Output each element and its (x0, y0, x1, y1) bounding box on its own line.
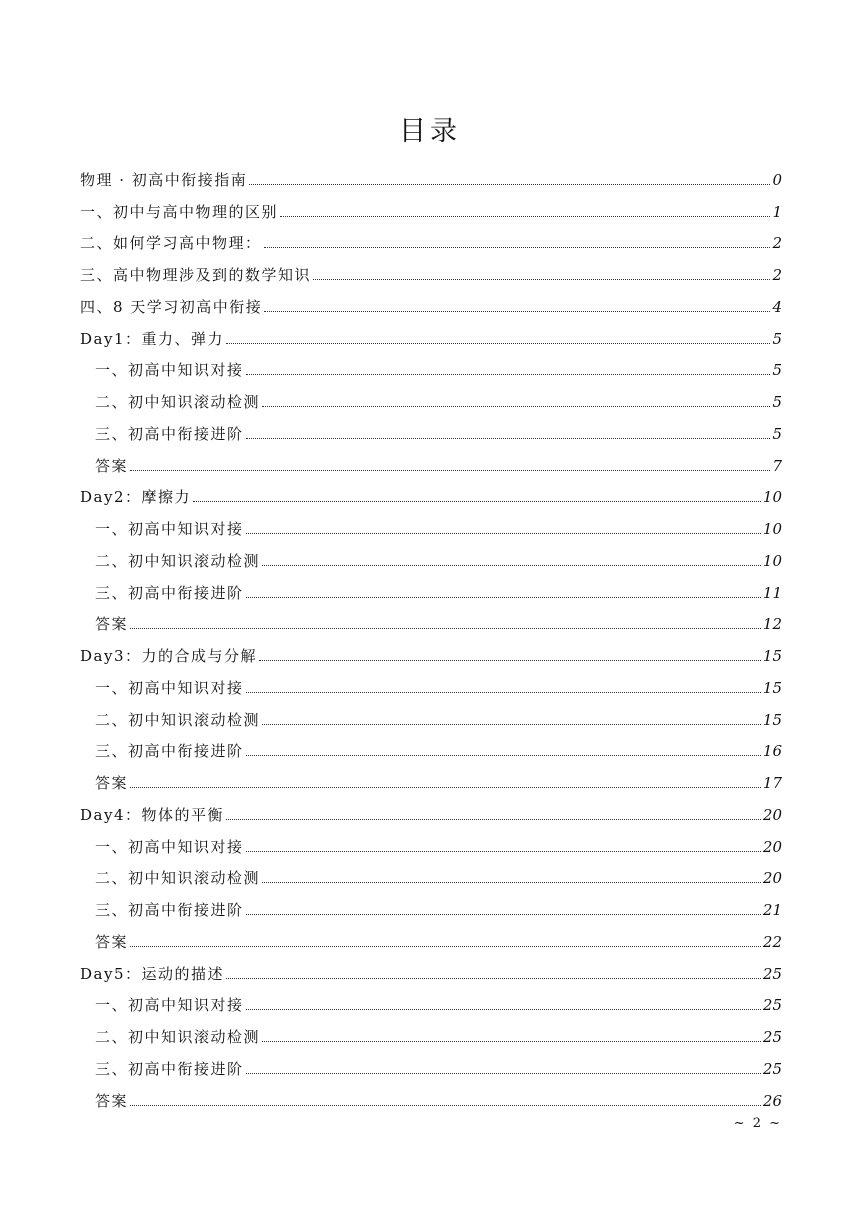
toc-entry[interactable] (80, 825, 782, 857)
page-number: ~ 2 ~ (733, 1116, 782, 1131)
toc-entry-label: Day5：运动的描述 (80, 964, 224, 983)
toc-entry-page: 5 (772, 361, 782, 380)
toc-leader-dots (262, 565, 761, 566)
toc-entry-label: 三、初高中衔接进阶 (95, 901, 244, 919)
toc-leader-dots (246, 533, 761, 534)
toc-entry[interactable] (80, 1047, 782, 1079)
toc-entry-page: 4 (772, 297, 782, 316)
toc-entry-page: 1 (772, 202, 782, 221)
toc-entry-label: 二、如何学习高中物理： (80, 234, 262, 253)
toc-entry-label: 答案 (95, 774, 129, 792)
toc-entry-page: 22 (762, 932, 782, 951)
toc-entry-page: 12 (762, 615, 782, 634)
toc-entry-label: 三、初高中衔接进阶 (95, 1059, 244, 1078)
toc-leader-dots (130, 946, 761, 947)
toc-entry-label: 答案 (95, 932, 129, 951)
toc-entry-label: Day2：摩擦力 (80, 488, 191, 507)
toc-entry-page: 20 (762, 805, 782, 824)
toc-leader-dots (226, 343, 770, 344)
toc-leader-dots (246, 1073, 761, 1074)
toc-leader-dots (226, 819, 761, 820)
toc-entry-page: 20 (762, 869, 782, 888)
toc-entry[interactable] (80, 317, 782, 349)
toc-entry-page: 20 (762, 837, 782, 856)
toc-entry-page: 11 (762, 583, 782, 602)
toc-entry-page: 10 (762, 520, 782, 538)
toc-entry[interactable] (80, 444, 782, 476)
toc-entry-label: 一、初中与高中物理的区别 (80, 202, 279, 221)
toc-entry[interactable] (80, 253, 782, 285)
toc-entry[interactable] (80, 285, 782, 317)
toc-leader-dots (193, 501, 761, 502)
toc-entry[interactable] (80, 730, 782, 762)
toc-entry[interactable] (80, 634, 782, 666)
toc-entry-label: 三、初高中衔接进阶 (95, 424, 244, 443)
toc-leader-dots (226, 978, 761, 979)
toc-entry-label: 二、初中知识滚动检测 (95, 1028, 261, 1046)
table-of-contents (80, 158, 782, 1111)
toc-leader-dots (246, 914, 761, 915)
toc-entry[interactable] (80, 476, 782, 508)
toc-entry-label: 物理 · 初高中衔接指南 (80, 170, 248, 189)
toc-entry-page: 25 (762, 1059, 782, 1078)
toc-entry[interactable] (80, 984, 782, 1016)
toc-entry-label: 答案 (95, 1091, 129, 1110)
toc-leader-dots (262, 882, 761, 883)
toc-entry-label: 二、初中知识滚动检测 (95, 551, 261, 570)
toc-leader-dots (130, 1105, 761, 1106)
toc-leader-dots (246, 438, 771, 439)
toc-leader-dots (246, 597, 761, 598)
toc-entry[interactable] (80, 920, 782, 952)
toc-entry-page: 25 (762, 964, 782, 983)
toc-leader-dots (249, 184, 770, 185)
toc-entry-page: 2 (772, 234, 782, 253)
toc-entry[interactable] (80, 349, 782, 381)
toc-entry[interactable] (80, 158, 782, 190)
toc-entry-label: Day3：力的合成与分解 (80, 647, 257, 665)
toc-leader-dots (313, 279, 770, 280)
toc-entry-label: 一、初高中知识对接 (95, 996, 244, 1015)
toc-entry-page: 15 (762, 710, 782, 729)
toc-entry-page: 5 (772, 393, 782, 411)
toc-entry-label: 答案 (95, 615, 129, 634)
toc-entry[interactable] (80, 952, 782, 984)
toc-entry-page: 25 (762, 996, 782, 1015)
toc-entry[interactable] (80, 857, 782, 889)
toc-entry-label: 一、初高中知识对接 (95, 837, 244, 856)
toc-leader-dots (280, 216, 770, 217)
toc-entry-page: 7 (772, 456, 782, 475)
toc-leader-dots (246, 374, 771, 375)
toc-entry-label: 答案 (95, 456, 129, 475)
toc-entry-page: 0 (772, 170, 782, 189)
toc-entry-label: 一、初高中知识对接 (95, 520, 244, 538)
toc-entry-label: 二、初中知识滚动检测 (95, 710, 261, 729)
toc-entry[interactable] (80, 539, 782, 571)
toc-leader-dots (259, 660, 761, 661)
toc-entry[interactable] (80, 222, 782, 254)
toc-entry[interactable] (80, 1079, 782, 1111)
toc-entry-label: 三、初高中衔接进阶 (95, 742, 244, 761)
toc-entry[interactable] (80, 603, 782, 635)
toc-entry-label: 三、初高中衔接进阶 (95, 583, 244, 602)
toc-entry[interactable] (80, 698, 782, 730)
toc-leader-dots (262, 724, 761, 725)
toc-entry-label: 三、高中物理涉及到的数学知识 (80, 266, 312, 284)
toc-entry[interactable] (80, 666, 782, 698)
toc-entry-page: 10 (762, 488, 782, 507)
toc-entry[interactable] (80, 761, 782, 793)
toc-leader-dots (262, 406, 770, 407)
toc-entry-label: Day1：重力、弹力 (80, 329, 224, 348)
toc-leader-dots (246, 692, 761, 693)
toc-entry[interactable] (80, 507, 782, 539)
toc-entry-label: 二、初中知识滚动检测 (95, 393, 261, 411)
toc-leader-dots (130, 628, 761, 629)
toc-entry-page: 2 (772, 266, 782, 284)
toc-entry[interactable] (80, 571, 782, 603)
toc-leader-dots (264, 311, 770, 312)
toc-entry[interactable] (80, 1015, 782, 1047)
toc-leader-dots (246, 1009, 761, 1010)
toc-leader-dots (262, 1041, 761, 1042)
toc-entry-page: 5 (772, 329, 782, 348)
toc-entry-label: 二、初中知识滚动检测 (95, 869, 261, 888)
toc-entry-label: 一、初高中知识对接 (95, 678, 244, 697)
toc-entry-page: 15 (762, 647, 782, 665)
toc-entry-page: 17 (762, 774, 782, 792)
toc-leader-dots (130, 787, 761, 788)
toc-entry[interactable] (80, 888, 782, 920)
page-title: 目录 (399, 116, 461, 147)
toc-entry-page: 15 (762, 678, 782, 697)
toc-entry[interactable] (80, 793, 782, 825)
toc-entry-label: 一、初高中知识对接 (95, 361, 244, 380)
toc-entry-label: 四、8 天学习初高中衔接 (80, 297, 263, 316)
toc-leader-dots (246, 851, 761, 852)
toc-entry-page: 26 (762, 1091, 782, 1110)
toc-leader-dots (246, 755, 761, 756)
toc-entry-label: Day4：物体的平衡 (80, 805, 224, 824)
toc-leader-dots (130, 470, 770, 471)
toc-entry-page: 5 (772, 424, 782, 443)
toc-entry[interactable] (80, 412, 782, 444)
toc-leader-dots (264, 247, 771, 248)
toc-entry-page: 16 (762, 742, 782, 761)
toc-entry[interactable] (80, 190, 782, 222)
toc-entry-page: 10 (762, 551, 782, 570)
toc-entry-page: 21 (762, 901, 782, 919)
toc-entry-page: 25 (762, 1028, 782, 1046)
toc-entry[interactable] (80, 380, 782, 412)
